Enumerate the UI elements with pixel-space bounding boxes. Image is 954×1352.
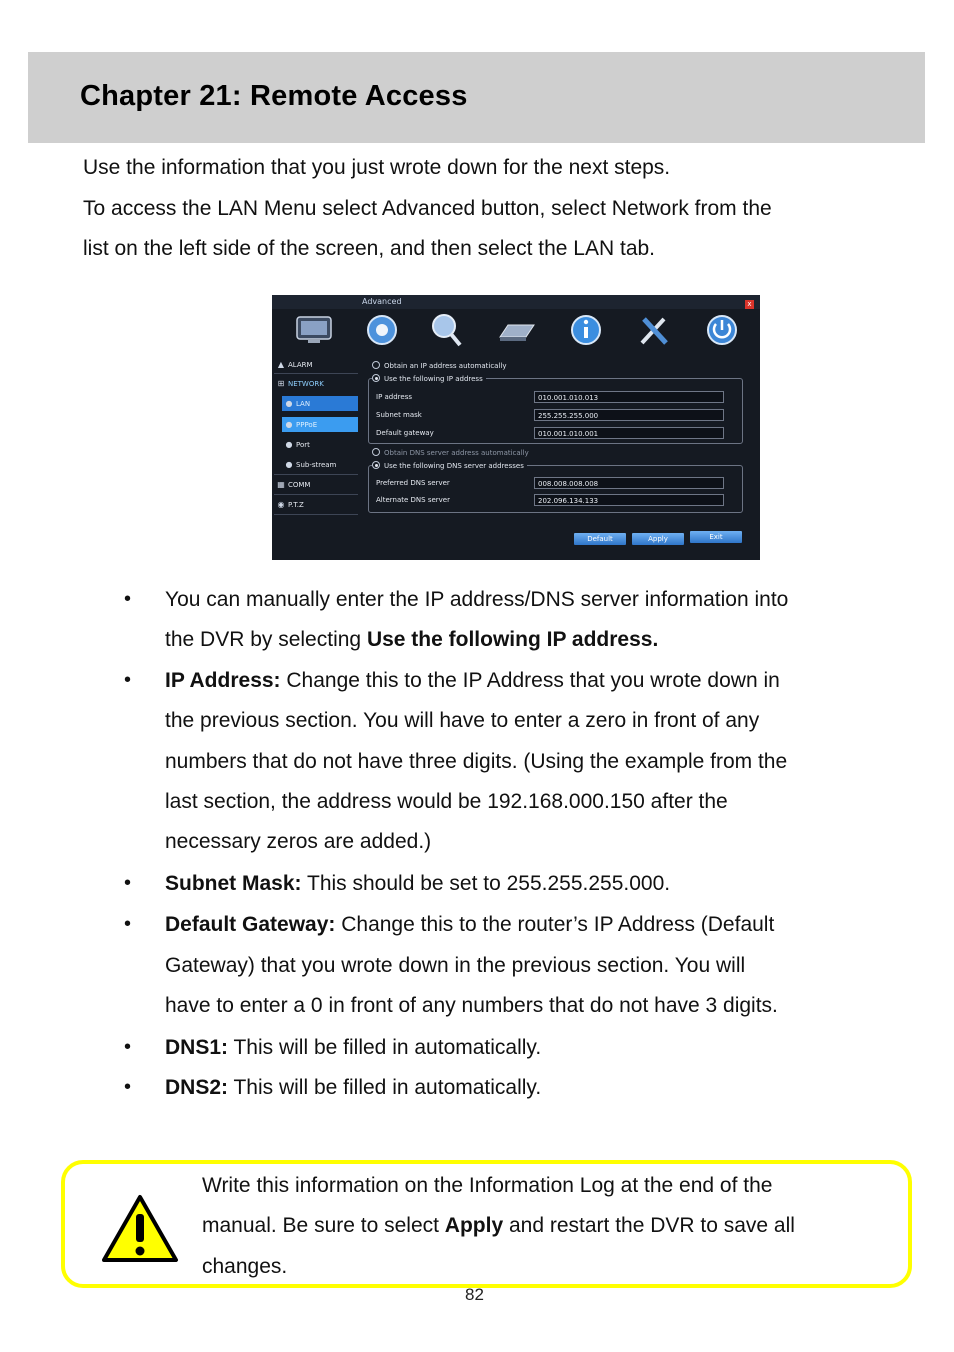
text-run: manual. Be sure to select <box>202 1214 445 1237</box>
chapter-title: Chapter 21: Remote Access <box>80 80 468 112</box>
alternate-dns-field[interactable]: 202.096.134.133 <box>534 494 724 506</box>
ip-address-field[interactable]: 010.001.010.013 <box>534 391 724 403</box>
info-icon[interactable] <box>564 311 608 349</box>
sidebar-item-label: NETWORK <box>288 380 324 388</box>
text-run: the DVR by selecting <box>165 628 367 651</box>
page-number: 82 <box>465 1285 484 1304</box>
close-icon[interactable]: x <box>745 300 754 309</box>
intro-line-1: Use the information that you just wrote down for the next steps. <box>83 156 671 179</box>
dvr-toolbar <box>272 311 760 351</box>
sidebar-item-label: P.T.Z <box>288 501 304 509</box>
sidebar-item-port[interactable] <box>282 437 358 452</box>
sidebar-divider <box>274 373 358 374</box>
radio-icon <box>372 448 380 456</box>
bold-run: DNS2: <box>165 1076 229 1099</box>
sidebar-item-pppoe[interactable] <box>282 417 358 432</box>
radio-icon <box>372 374 380 382</box>
sidebar-item-label: ALARM <box>288 361 313 369</box>
preferred-dns-field[interactable]: 008.008.008.008 <box>534 477 724 489</box>
dns-manual-radio[interactable] <box>372 462 527 470</box>
warning-line-1: Write this information on the Information Log at the end of the <box>202 1174 773 1197</box>
bullet-icon: ● <box>285 440 293 449</box>
subnet-mask-label: Subnet mask <box>376 411 422 419</box>
alarm-icon: ▲ <box>277 360 285 369</box>
text-run: This will be filled in automatically. <box>228 1076 542 1099</box>
tools-icon[interactable] <box>632 311 676 349</box>
bullet-2-line-2: the previous section. You will have to enter a zero in front of any <box>165 709 760 732</box>
sidebar-item-lan[interactable] <box>282 396 358 411</box>
sidebar-item-network[interactable] <box>274 376 358 391</box>
dvr-sidebar <box>272 353 360 560</box>
power-icon[interactable] <box>700 311 744 349</box>
exit-button[interactable]: Exit <box>690 531 742 543</box>
intro-line-2: To access the LAN Menu select Advanced button, select Network from the <box>83 197 772 220</box>
monitor-icon[interactable] <box>292 311 336 349</box>
sidebar-divider <box>274 514 358 515</box>
subnet-mask-field[interactable]: 255.255.255.000 <box>534 409 724 421</box>
bullet-3-line-1 <box>165 872 670 896</box>
gear-icon[interactable] <box>360 311 404 349</box>
bold-run: DNS1: <box>165 1036 229 1059</box>
text-run: Change this to the IP Address that you wrote down in <box>280 669 780 692</box>
bold-run: Default Gateway: <box>165 913 336 936</box>
bullet-4-line-3: have to enter a 0 in front of any numbers that do not have 3 digits. <box>165 994 778 1017</box>
intro-line-3: list on the left side of the screen, and then select the LAN tab. <box>83 237 656 260</box>
sidebar-item-label: Port <box>296 441 310 449</box>
sidebar-item-label: COMM <box>288 481 311 489</box>
bullet-1-line-2 <box>165 628 658 652</box>
sidebar-item-label: Sub-stream <box>296 461 337 469</box>
warning-line-3: changes. <box>202 1255 288 1278</box>
sidebar-divider <box>274 474 358 475</box>
bullet-icon: • <box>124 1036 132 1058</box>
radio-label: Obtain DNS server address automatically <box>384 449 529 457</box>
apply-button[interactable]: Apply <box>632 533 684 545</box>
preferred-dns-label: Preferred DNS server <box>376 479 450 487</box>
bullet-4-line-1 <box>165 913 774 937</box>
text-run: Change this to the router’s IP Address (Default <box>335 913 775 936</box>
bullet-icon: • <box>124 669 132 691</box>
bullet-2-line-5: necessary zeros are added.) <box>165 830 432 853</box>
bullet-6-line-1 <box>165 1076 541 1100</box>
ip-auto-radio[interactable] <box>372 362 507 370</box>
default-button[interactable]: Default <box>574 533 626 545</box>
warning-line-2 <box>202 1214 795 1238</box>
radio-label: Use the following IP address <box>384 375 483 383</box>
text-run: and restart the DVR to save all <box>503 1214 795 1237</box>
text-run: This will be filled in automatically. <box>228 1036 542 1059</box>
radio-icon <box>372 461 380 469</box>
radio-label: Use the following DNS server addresses <box>384 462 524 470</box>
hdd-icon[interactable] <box>494 311 538 349</box>
grid-icon: ▦ <box>277 480 285 489</box>
sidebar-item-comm[interactable] <box>274 477 358 492</box>
dns-auto-radio[interactable] <box>372 449 529 457</box>
sidebar-item-substream[interactable] <box>282 457 358 472</box>
bullet-icon: ● <box>285 420 293 429</box>
sidebar-item-label: PPPoE <box>296 421 318 429</box>
text-run: This should be set to 255.255.255.000. <box>301 872 671 895</box>
bullet-2-line-3: numbers that do not have three digits. (Using the example from the <box>165 750 788 773</box>
sidebar-item-ptz[interactable] <box>274 497 358 512</box>
bullet-icon: ● <box>285 460 293 469</box>
bullet-1-line-1: You can manually enter the IP address/DNS server information into <box>165 588 789 611</box>
dvr-lan-panel <box>364 357 752 557</box>
bullet-icon: • <box>124 588 132 610</box>
bullet-icon: • <box>124 1076 132 1098</box>
ip-manual-radio[interactable] <box>372 375 486 383</box>
dvr-advanced-screenshot <box>272 295 760 560</box>
bullet-icon: ● <box>285 399 293 408</box>
bullet-5-line-1 <box>165 1036 541 1060</box>
default-gateway-label: Default gateway <box>376 429 434 437</box>
default-gateway-field[interactable]: 010.001.010.001 <box>534 427 724 439</box>
network-icon: ⊞ <box>277 379 285 388</box>
warning-icon <box>101 1194 179 1264</box>
bullet-4-line-2: Gateway) that you wrote down in the previous section. You will <box>165 954 746 977</box>
bullet-2-line-1 <box>165 669 780 693</box>
bold-run: IP Address: <box>165 669 281 692</box>
sidebar-item-label: LAN <box>296 400 311 408</box>
ip-address-label: IP address <box>376 393 413 401</box>
sidebar-item-alarm[interactable] <box>274 357 358 372</box>
radio-label: Obtain an IP address automatically <box>384 362 507 370</box>
search-icon[interactable] <box>424 311 468 349</box>
bullet-icon: • <box>124 913 132 935</box>
radio-icon <box>372 361 380 369</box>
bold-run: Use the following IP address. <box>366 628 659 651</box>
dvr-title-bar <box>272 295 760 309</box>
dvr-window-title: Advanced <box>362 297 402 306</box>
alternate-dns-label: Alternate DNS server <box>376 496 450 504</box>
sidebar-divider <box>274 494 358 495</box>
bullet-icon: • <box>124 872 132 894</box>
camera-icon: ◉ <box>277 500 285 509</box>
bold-run: Subnet Mask: <box>165 872 302 895</box>
bold-run: Apply <box>444 1214 504 1237</box>
bullet-2-line-4: last section, the address would be 192.168.000.150 after the <box>165 790 728 813</box>
